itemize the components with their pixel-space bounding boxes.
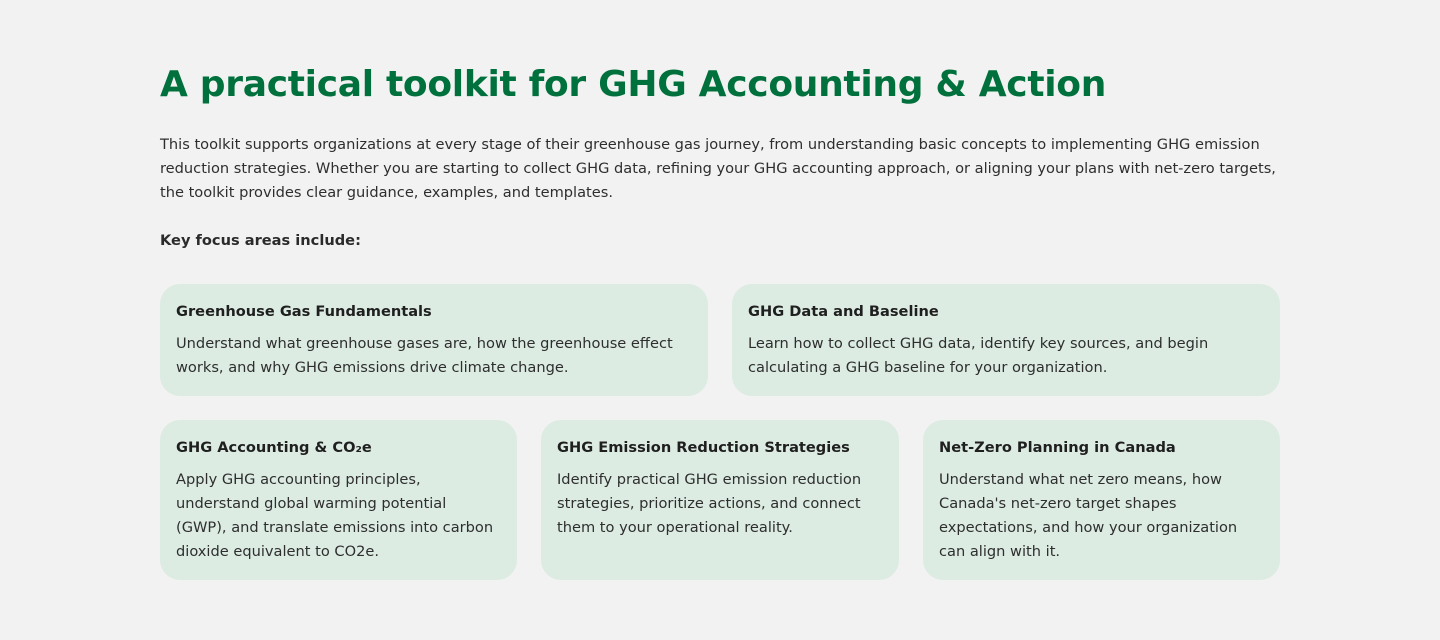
card-title: Greenhouse Gas Fundamentals [176,303,432,320]
focus-card-net-zero-canada [923,420,1280,580]
focus-card-emission-reduction [541,420,899,580]
card-title: GHG Data and Baseline [748,303,939,320]
card-description: Identify practical GHG emission reduction strategies, prioritize actions, and connect them to your operational reality. [557,471,862,536]
card-title: GHG Accounting & CO₂e [176,439,372,456]
card-description: Understand what greenhouse gases are, how the greenhouse effect works, and why GHG emissions drive climate change. [176,335,673,376]
card-description: Learn how to collect GHG data, identify key sources, and begin calculating a GHG baseline for your organization. [748,335,1209,376]
card-description: Understand what net zero means, how Canada's net-zero target shapes expectations, and how your organization can align with it. [939,471,1238,560]
intro-paragraph: This toolkit supports organizations at every stage of their greenhouse gas journey, from understanding basic concepts to implementing GHG emission reduction strategies. Whether you are starting to collect GHG data, refining your GHG accounting approach, or aligning your plans with net-zero targets, the toolkit provides clear guidance, examples, and templates. [160,136,1276,201]
page-title: A practical toolkit for GHG Accounting & Action [160,64,1107,105]
card-description: Apply GHG accounting principles, understand global warming potential (GWP), and translate emissions into carbon dioxide equivalent to CO2e. [176,471,494,560]
focus-card-ghg-data-baseline [732,284,1280,396]
focus-card-ghg-fundamentals [160,284,708,396]
card-title: Net-Zero Planning in Canada [939,439,1176,456]
card-title: GHG Emission Reduction Strategies [557,439,850,456]
focus-areas-heading: Key focus areas include: [160,232,361,249]
focus-card-ghg-accounting-co2e [160,420,517,580]
